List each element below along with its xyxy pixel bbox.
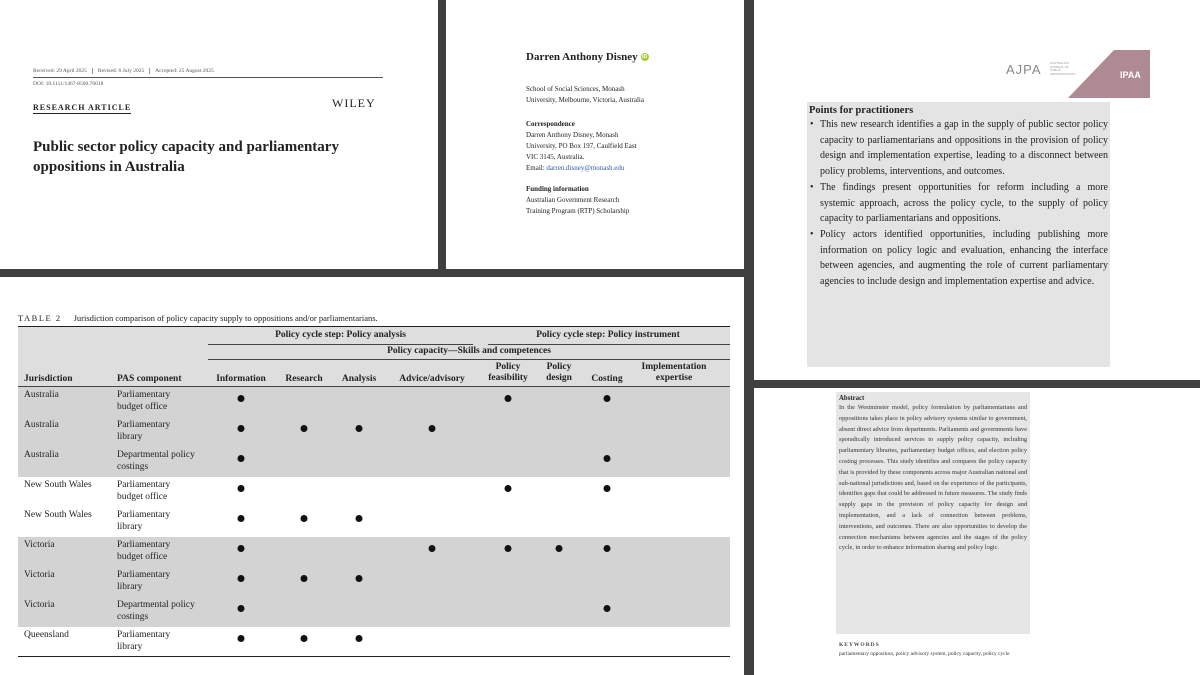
dot-costing [604,455,611,462]
correspondence-line: Darren Anthony Disney, Monash [526,131,619,139]
ajpa-logo-subtitle: AUSTRALIAN JOURNAL OF PUBLIC ADMINISTRATION [1050,61,1076,76]
cell-pas-component: Parliamentary library [117,420,171,442]
doi: DOI: 10.1111/1467-8500.70018 [33,81,104,87]
cell-jurisdiction: Victoria [24,540,55,550]
cell-pas-component: Departmental policy costings [117,450,195,472]
cell-jurisdiction: Australia [24,450,59,460]
author-panel [446,0,744,269]
practitioners-list [809,117,1110,290]
correspondence-line: VIC 3145, Australia. [526,153,585,161]
correspondence-line: University, PO Box 197, Caulfield East [526,142,637,150]
dot-information [238,605,245,612]
dot-information [238,515,245,522]
email-link[interactable]: darren.disney@monash.edu [546,164,625,172]
dot-costing [604,485,611,492]
accepted-date: Accepted: 25 August 2025 [149,68,219,74]
header-rule [208,359,730,360]
dot-costing [604,395,611,402]
col-jurisdiction: Jurisdiction [24,374,73,384]
table-row [18,597,730,627]
cell-pas-component: Parliamentary library [117,510,171,532]
col-pas-component: PAS component [117,374,182,384]
dot-research [301,575,308,582]
practitioner-point: • Policy actors identified opportunities, including publishing more information on policy logic and evaluation, enhancing the interface between agencies, and augmenting the role of current parliamentary agencies to include design and implementation expertise and advice. [809,227,1110,290]
dot-policy-feasibility [505,395,512,402]
table-row [18,627,730,657]
table-row [18,387,730,417]
funding-heading: Funding information [526,185,589,193]
dot-research [301,515,308,522]
dot-information [238,545,245,552]
article-title-panel [0,0,438,269]
cell-pas-component: Parliamentary budget office [117,390,171,412]
col-implementation-expertise: Implementation expertise [641,362,707,383]
orcid-icon[interactable]: iD [642,54,648,60]
divider [33,77,383,78]
dot-research [301,635,308,642]
table-panel [0,277,744,675]
ipaa-logo-text: IPAA [1120,70,1141,80]
author [526,51,649,63]
table-row [18,537,730,567]
col-information: Information [216,374,266,384]
cell-jurisdiction: Victoria [24,600,55,610]
article-dates [33,68,219,74]
cell-jurisdiction: Australia [24,390,59,400]
author-name: Darren Anthony Disney [526,51,638,63]
cell-jurisdiction: New South Wales [24,510,92,520]
dot-costing [604,545,611,552]
received-date: Received: 29 April 2025 [33,68,87,74]
correspondence [526,119,726,174]
col-analysis: Analysis [341,374,377,384]
dot-analysis [356,515,363,522]
cell-pas-component: Parliamentary budget office [117,540,171,562]
cell-jurisdiction: New South Wales [24,480,92,490]
table-row [18,507,730,537]
col-policy-feasibility: Policy feasibility [488,362,528,383]
funding [526,184,726,217]
table-caption-text: Jurisdiction comparison of policy capacity supply to oppositions and/or parliamentarians. [73,313,378,323]
dot-information [238,425,245,432]
col-costing: Costing [591,374,623,384]
group-policy-analysis: Policy cycle step: Policy analysis [275,330,406,340]
article-type: RESEARCH ARTICLE [33,103,132,112]
dot-policy-design [556,545,563,552]
keywords-text: parliamentary opposition, policy advisory system, policy capacity, policy cycle [839,651,1010,657]
dot-advice [429,545,436,552]
affiliation-line: University, Melbourne, Victoria, Australia [526,96,644,104]
abstract-panel [754,388,1200,675]
dot-analysis [356,635,363,642]
email-label: Email: [526,164,547,172]
cell-jurisdiction: Queensland [24,630,69,640]
policy-capacity-table [18,326,730,656]
dot-policy-feasibility [505,545,512,552]
cell-pas-component: Parliamentary budget office [117,480,171,502]
dot-information [238,395,245,402]
group-policy-instrument: Policy cycle step: Policy instrument [536,330,680,340]
publisher-logo: WILEY [332,96,376,110]
dot-policy-feasibility [505,485,512,492]
header-rule [208,344,473,345]
paper-title: Public sector policy capacity and parliamentary oppositions in Australia [33,139,339,175]
ipaa-logo [1068,50,1150,98]
table-header [18,327,730,386]
dot-information [238,575,245,582]
practitioners-title: Points for practitioners [809,105,914,116]
group-policy-capacity: Policy capacity—Skills and competences [387,346,551,356]
col-policy-design: Policy design [546,362,572,383]
funding-line: Australian Government Research [526,196,620,204]
dot-information [238,635,245,642]
table-bottom-rule [18,656,730,657]
dot-costing [604,605,611,612]
cell-jurisdiction: Victoria [24,570,55,580]
dot-information [238,455,245,462]
affiliation-line: School of Social Sciences, Monash [526,85,625,93]
table-caption [18,313,378,323]
abstract-title: Abstract [839,395,865,402]
abstract-text: In the Westminster model, policy formulation by parliamentarians and oppositions takes place in policy advisory systems similar to government, absent direct advice from departments. Parliaments and governments have sporadically introduced services to supply policy capacity, including parliamentary libraries, parliamentary budget offices, and election policy costing processes. This study identifies and compares the policy capacity that is provided by these components across major Australian national and sub-national jurisdictions and, based on the experience of the participants, identifies gaps that could be addressed in future measures. The study finds supply gaps in the provision of policy capacity for design and implementation, and a lack of connection between problems, interventions, and outcomes. There are also opportunities to develop the connection mechanisms between agencies and the stages of the policy cycle, in order to enhance information sharing and policy logic. [839,404,1027,552]
table-row [18,417,730,447]
ajpa-logo: AJPA [1006,62,1042,77]
table-row [18,447,730,477]
keywords-title: KEYWORDS [839,642,880,648]
revised-date: Revised: 6 July 2025 [92,68,149,74]
correspondence-heading: Correspondence [526,120,575,128]
table-row [18,477,730,507]
header-rule [488,344,730,345]
practitioners-box [807,102,1110,367]
cell-pas-component: Parliamentary library [117,630,171,652]
dot-analysis [356,575,363,582]
cell-pas-component: Departmental policy costings [117,600,195,622]
practitioner-point: • This new research identifies a gap in the supply of public sector policy capacity to parliamentarians and oppositions in the provision of policy design and implementation expertise, leading to a disconnect between policy problems, interventions, and outcomes. [809,117,1110,180]
col-advice: Advice/advisory [399,374,465,384]
dot-analysis [356,425,363,432]
cell-jurisdiction: Australia [24,420,59,430]
funding-line: Training Program (RTP) Scholarship [526,207,630,215]
affiliation [526,84,726,106]
cell-pas-component: Parliamentary library [117,570,171,592]
dot-research [301,425,308,432]
abstract-box [836,392,1030,634]
table-row [18,567,730,597]
dot-advice [429,425,436,432]
dot-information [238,485,245,492]
table-label: TABLE 2 [18,313,62,323]
practitioner-point: • The findings present opportunities for reform including a more systemic approach, across the policy cycle, to the supply of policy capacity to parliamentarians and oppositions. [809,180,1110,227]
col-research: Research [285,374,323,384]
practitioners-panel [754,0,1200,380]
